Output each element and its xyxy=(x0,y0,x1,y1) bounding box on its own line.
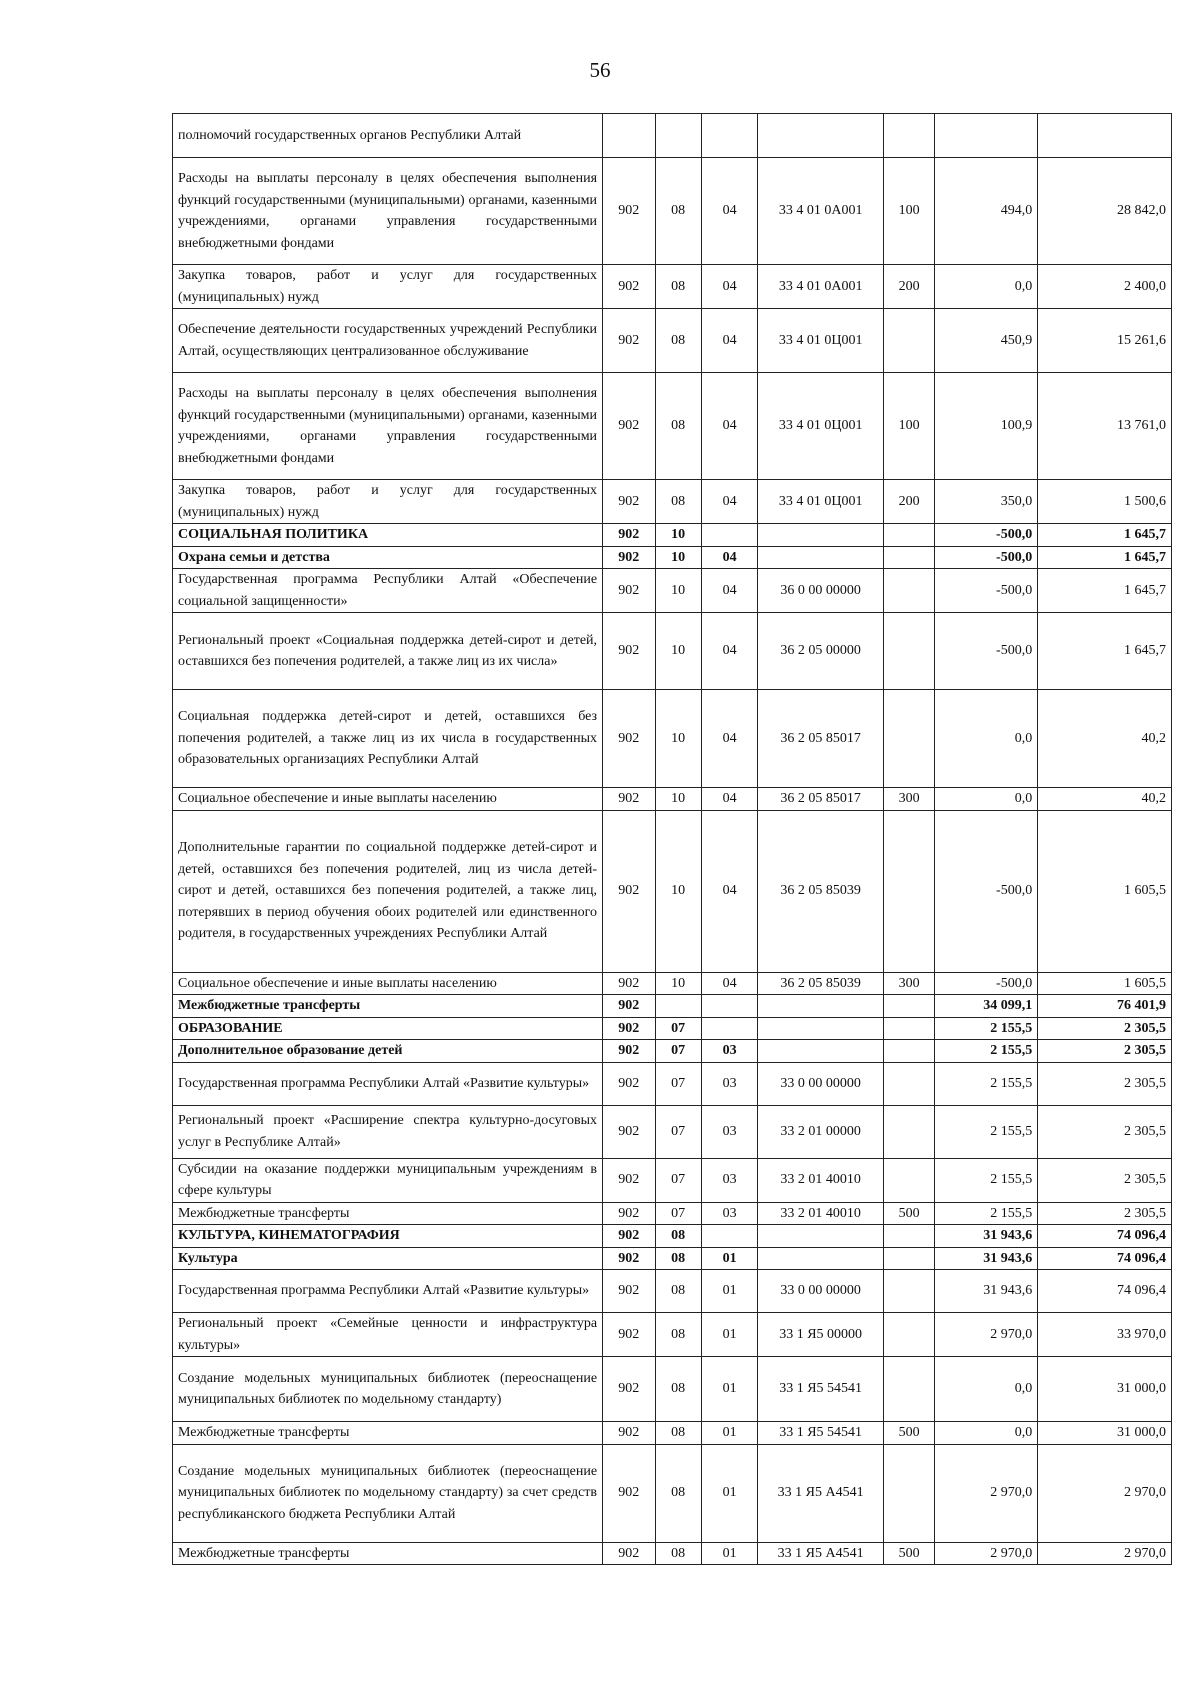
table-row xyxy=(173,613,1172,690)
row-sum1-cell: 31 943,6 xyxy=(935,1270,1038,1313)
row-csr-cell: 33 4 01 0Ц001 xyxy=(758,309,884,373)
row-pr-cell: 01 xyxy=(701,1357,758,1422)
row-rz-cell: 08 xyxy=(655,373,701,480)
table-row xyxy=(173,1313,1172,1357)
row-csr-cell: 33 4 01 0А001 xyxy=(758,158,884,265)
row-csr-cell: 33 4 01 0А001 xyxy=(758,265,884,309)
row-vr-cell: 500 xyxy=(883,1542,934,1565)
row-name-cell: СОЦИАЛЬНАЯ ПОЛИТИКА xyxy=(173,524,603,547)
row-sum1-cell: -500,0 xyxy=(935,613,1038,690)
row-pr-cell xyxy=(701,524,758,547)
row-gr-cell: 902 xyxy=(603,373,655,480)
row-vr-cell xyxy=(883,1105,934,1158)
row-sum2-cell: 28 842,0 xyxy=(1038,158,1172,265)
page-number: 56 xyxy=(589,58,611,82)
row-csr-cell xyxy=(758,524,884,547)
row-sum1-cell: 2 155,5 xyxy=(935,1040,1038,1063)
row-csr-cell: 36 2 05 85039 xyxy=(758,810,884,972)
row-gr-cell: 902 xyxy=(603,1542,655,1565)
table-row xyxy=(173,1040,1172,1063)
row-name-cell: Межбюджетные трансферты xyxy=(173,1542,603,1565)
row-sum1-cell: 494,0 xyxy=(935,158,1038,265)
row-sum1-cell: 0,0 xyxy=(935,265,1038,309)
row-gr-cell: 902 xyxy=(603,158,655,265)
row-rz-cell: 10 xyxy=(655,613,701,690)
row-name-cell: ОБРАЗОВАНИЕ xyxy=(173,1017,603,1040)
row-name-cell: Расходы на выплаты персоналу в целях обеспечения выполнения функций государственными (муниципальными) органами, казенными учреждениями, органами управления государственными внебюджетными фондами xyxy=(173,373,603,480)
row-sum2-cell: 31 000,0 xyxy=(1038,1357,1172,1422)
row-gr-cell xyxy=(603,114,655,158)
row-sum1-cell: -500,0 xyxy=(935,972,1038,995)
row-rz-cell: 10 xyxy=(655,569,701,613)
row-sum2-cell: 2 305,5 xyxy=(1038,1062,1172,1105)
row-sum1-cell: 2 155,5 xyxy=(935,1202,1038,1225)
row-csr-cell: 36 2 05 00000 xyxy=(758,613,884,690)
row-vr-cell xyxy=(883,1247,934,1270)
row-sum1-cell: 2 155,5 xyxy=(935,1158,1038,1202)
row-name-cell: Межбюджетные трансферты xyxy=(173,1422,603,1445)
table-row xyxy=(173,524,1172,547)
row-csr-cell: 33 4 01 0Ц001 xyxy=(758,480,884,524)
row-vr-cell xyxy=(883,546,934,569)
row-vr-cell xyxy=(883,1313,934,1357)
row-sum2-cell: 31 000,0 xyxy=(1038,1422,1172,1445)
row-rz-cell: 07 xyxy=(655,1158,701,1202)
row-vr-cell xyxy=(883,1270,934,1313)
row-sum2-cell: 15 261,6 xyxy=(1038,309,1172,373)
row-gr-cell: 902 xyxy=(603,690,655,788)
row-vr-cell xyxy=(883,1357,934,1422)
row-sum1-cell: 100,9 xyxy=(935,373,1038,480)
row-csr-cell: 33 2 01 40010 xyxy=(758,1158,884,1202)
row-sum2-cell: 2 305,5 xyxy=(1038,1017,1172,1040)
row-rz-cell: 10 xyxy=(655,546,701,569)
row-vr-cell xyxy=(883,114,934,158)
row-name-cell: полномочий государственных органов Республики Алтай xyxy=(173,114,603,158)
row-sum1-cell: 350,0 xyxy=(935,480,1038,524)
row-csr-cell: 36 2 05 85039 xyxy=(758,972,884,995)
row-vr-cell: 500 xyxy=(883,1202,934,1225)
row-rz-cell: 08 xyxy=(655,1313,701,1357)
row-sum2-cell: 74 096,4 xyxy=(1038,1270,1172,1313)
row-rz-cell: 10 xyxy=(655,972,701,995)
row-sum2-cell: 1 605,5 xyxy=(1038,972,1172,995)
row-pr-cell xyxy=(701,995,758,1018)
row-csr-cell: 33 1 Я5 А4541 xyxy=(758,1542,884,1565)
row-sum1-cell: 2 155,5 xyxy=(935,1105,1038,1158)
row-vr-cell xyxy=(883,1444,934,1542)
row-vr-cell: 500 xyxy=(883,1422,934,1445)
table-row xyxy=(173,546,1172,569)
row-csr-cell: 33 1 Я5 54541 xyxy=(758,1357,884,1422)
row-vr-cell: 100 xyxy=(883,373,934,480)
row-gr-cell: 902 xyxy=(603,524,655,547)
row-pr-cell: 01 xyxy=(701,1422,758,1445)
table-row xyxy=(173,788,1172,811)
row-rz-cell: 07 xyxy=(655,1105,701,1158)
table-row xyxy=(173,373,1172,480)
row-rz-cell: 08 xyxy=(655,1247,701,1270)
table-row xyxy=(173,1105,1172,1158)
row-sum2-cell: 2 400,0 xyxy=(1038,265,1172,309)
row-rz-cell: 07 xyxy=(655,1040,701,1063)
row-sum2-cell: 1 500,6 xyxy=(1038,480,1172,524)
row-name-cell: Социальное обеспечение и иные выплаты населению xyxy=(173,788,603,811)
row-name-cell: Государственная программа Республики Алтай «Обеспечение социальной защищенности» xyxy=(173,569,603,613)
row-name-cell: Закупка товаров, работ и услуг для государственных (муниципальных) нужд xyxy=(173,480,603,524)
row-gr-cell: 902 xyxy=(603,1444,655,1542)
row-csr-cell: 33 1 Я5 А4541 xyxy=(758,1444,884,1542)
row-rz-cell: 08 xyxy=(655,1357,701,1422)
table-row xyxy=(173,265,1172,309)
row-pr-cell xyxy=(701,1225,758,1248)
row-pr-cell: 03 xyxy=(701,1105,758,1158)
row-sum2-cell: 2 305,5 xyxy=(1038,1040,1172,1063)
row-gr-cell: 902 xyxy=(603,1422,655,1445)
row-name-cell: Создание модельных муниципальных библиотек (переоснащение муниципальных библиотек по модельному стандарту) за счет средств республиканского бюджета Республики Алтай xyxy=(173,1444,603,1542)
row-csr-cell xyxy=(758,995,884,1018)
table-row xyxy=(173,1062,1172,1105)
row-csr-cell xyxy=(758,114,884,158)
row-gr-cell: 902 xyxy=(603,1313,655,1357)
row-rz-cell: 07 xyxy=(655,1017,701,1040)
row-gr-cell: 902 xyxy=(603,265,655,309)
row-name-cell: Межбюджетные трансферты xyxy=(173,995,603,1018)
row-pr-cell xyxy=(701,1017,758,1040)
row-csr-cell xyxy=(758,1040,884,1063)
row-name-cell: Региональный проект «Семейные ценности и инфраструктура культуры» xyxy=(173,1313,603,1357)
row-sum2-cell: 2 305,5 xyxy=(1038,1105,1172,1158)
row-pr-cell: 01 xyxy=(701,1542,758,1565)
row-pr-cell xyxy=(701,114,758,158)
row-pr-cell: 03 xyxy=(701,1040,758,1063)
table-row xyxy=(173,1202,1172,1225)
table-row xyxy=(173,1444,1172,1542)
row-name-cell: Региональный проект «Социальная поддержка детей-сирот и детей, оставшихся без попечения родителей, а также лиц из их числа» xyxy=(173,613,603,690)
row-gr-cell: 902 xyxy=(603,1040,655,1063)
row-csr-cell xyxy=(758,1017,884,1040)
table-row xyxy=(173,690,1172,788)
row-sum2-cell: 2 305,5 xyxy=(1038,1202,1172,1225)
row-gr-cell: 902 xyxy=(603,546,655,569)
table-row xyxy=(173,569,1172,613)
row-rz-cell: 08 xyxy=(655,265,701,309)
row-csr-cell: 33 0 00 00000 xyxy=(758,1062,884,1105)
row-pr-cell: 03 xyxy=(701,1202,758,1225)
row-vr-cell xyxy=(883,690,934,788)
table-row xyxy=(173,1158,1172,1202)
table-row xyxy=(173,810,1172,972)
row-rz-cell: 08 xyxy=(655,1542,701,1565)
row-vr-cell xyxy=(883,1040,934,1063)
row-sum1-cell: 0,0 xyxy=(935,788,1038,811)
row-sum2-cell: 40,2 xyxy=(1038,788,1172,811)
row-csr-cell: 33 1 Я5 00000 xyxy=(758,1313,884,1357)
row-vr-cell xyxy=(883,995,934,1018)
row-sum2-cell: 74 096,4 xyxy=(1038,1247,1172,1270)
row-name-cell: Межбюджетные трансферты xyxy=(173,1202,603,1225)
row-sum2-cell: 33 970,0 xyxy=(1038,1313,1172,1357)
table-row xyxy=(173,480,1172,524)
row-csr-cell xyxy=(758,546,884,569)
table-row xyxy=(173,114,1172,158)
row-vr-cell xyxy=(883,810,934,972)
row-rz-cell: 10 xyxy=(655,788,701,811)
table-row xyxy=(173,158,1172,265)
table-row xyxy=(173,1270,1172,1313)
row-pr-cell: 03 xyxy=(701,1158,758,1202)
table-row xyxy=(173,1247,1172,1270)
table-row xyxy=(173,972,1172,995)
row-sum2-cell: 2 305,5 xyxy=(1038,1158,1172,1202)
row-vr-cell xyxy=(883,1017,934,1040)
row-sum1-cell: 2 970,0 xyxy=(935,1444,1038,1542)
row-sum2-cell: 1 605,5 xyxy=(1038,810,1172,972)
row-csr-cell: 36 2 05 85017 xyxy=(758,690,884,788)
row-pr-cell: 04 xyxy=(701,810,758,972)
table-row xyxy=(173,1017,1172,1040)
row-csr-cell: 33 2 01 40010 xyxy=(758,1202,884,1225)
row-vr-cell xyxy=(883,1158,934,1202)
row-sum2-cell: 2 970,0 xyxy=(1038,1542,1172,1565)
row-pr-cell: 01 xyxy=(701,1444,758,1542)
row-vr-cell: 100 xyxy=(883,158,934,265)
row-name-cell: Региональный проект «Расширение спектра культурно-досуговых услуг в Республике Алтай» xyxy=(173,1105,603,1158)
row-csr-cell: 33 2 01 00000 xyxy=(758,1105,884,1158)
table-row xyxy=(173,995,1172,1018)
table-row xyxy=(173,1422,1172,1445)
row-pr-cell: 04 xyxy=(701,690,758,788)
row-gr-cell: 902 xyxy=(603,972,655,995)
row-gr-cell: 902 xyxy=(603,788,655,811)
row-sum2-cell: 1 645,7 xyxy=(1038,524,1172,547)
row-pr-cell: 04 xyxy=(701,309,758,373)
row-csr-cell: 36 2 05 85017 xyxy=(758,788,884,811)
row-rz-cell: 08 xyxy=(655,158,701,265)
row-rz-cell xyxy=(655,114,701,158)
row-vr-cell xyxy=(883,569,934,613)
row-name-cell: Дополнительное образование детей xyxy=(173,1040,603,1063)
row-name-cell: Охрана семьи и детства xyxy=(173,546,603,569)
row-sum1-cell: 0,0 xyxy=(935,1357,1038,1422)
row-sum2-cell: 2 970,0 xyxy=(1038,1444,1172,1542)
row-name-cell: Субсидии на оказание поддержки муниципальным учреждениям в сфере культуры xyxy=(173,1158,603,1202)
row-sum1-cell: -500,0 xyxy=(935,524,1038,547)
row-pr-cell: 01 xyxy=(701,1313,758,1357)
row-name-cell: Государственная программа Республики Алтай «Развитие культуры» xyxy=(173,1270,603,1313)
row-gr-cell: 902 xyxy=(603,1105,655,1158)
row-pr-cell: 01 xyxy=(701,1247,758,1270)
row-sum2-cell xyxy=(1038,114,1172,158)
table-row xyxy=(173,1225,1172,1248)
row-rz-cell: 07 xyxy=(655,1062,701,1105)
row-gr-cell: 902 xyxy=(603,810,655,972)
row-sum1-cell xyxy=(935,114,1038,158)
row-rz-cell: 10 xyxy=(655,810,701,972)
row-name-cell: Закупка товаров, работ и услуг для государственных (муниципальных) нужд xyxy=(173,265,603,309)
row-name-cell: Государственная программа Республики Алтай «Развитие культуры» xyxy=(173,1062,603,1105)
row-vr-cell xyxy=(883,1225,934,1248)
row-sum2-cell: 76 401,9 xyxy=(1038,995,1172,1018)
row-gr-cell: 902 xyxy=(603,480,655,524)
row-rz-cell: 08 xyxy=(655,1225,701,1248)
row-gr-cell: 902 xyxy=(603,1158,655,1202)
row-sum1-cell: 0,0 xyxy=(935,690,1038,788)
row-name-cell: Социальная поддержка детей-сирот и детей, оставшихся без попечения родителей, а также лиц из их числа в государственных образовательных организациях Республики Алтай xyxy=(173,690,603,788)
row-sum2-cell: 1 645,7 xyxy=(1038,546,1172,569)
row-csr-cell: 36 0 00 00000 xyxy=(758,569,884,613)
budget-table xyxy=(172,113,1172,1565)
row-gr-cell: 902 xyxy=(603,1247,655,1270)
table-row xyxy=(173,1542,1172,1565)
row-sum2-cell: 1 645,7 xyxy=(1038,613,1172,690)
row-gr-cell: 902 xyxy=(603,1202,655,1225)
row-sum1-cell: -500,0 xyxy=(935,546,1038,569)
row-pr-cell: 04 xyxy=(701,569,758,613)
row-pr-cell: 04 xyxy=(701,480,758,524)
row-name-cell: КУЛЬТУРА, КИНЕМАТОГРАФИЯ xyxy=(173,1225,603,1248)
row-gr-cell: 902 xyxy=(603,1270,655,1313)
row-sum1-cell: 34 099,1 xyxy=(935,995,1038,1018)
row-sum1-cell: 2 970,0 xyxy=(935,1313,1038,1357)
row-sum2-cell: 40,2 xyxy=(1038,690,1172,788)
row-name-cell: Социальное обеспечение и иные выплаты населению xyxy=(173,972,603,995)
row-gr-cell: 902 xyxy=(603,569,655,613)
row-gr-cell: 902 xyxy=(603,1017,655,1040)
row-pr-cell: 04 xyxy=(701,613,758,690)
table-row xyxy=(173,309,1172,373)
row-pr-cell: 04 xyxy=(701,158,758,265)
row-pr-cell: 03 xyxy=(701,1062,758,1105)
row-sum1-cell: 2 155,5 xyxy=(935,1017,1038,1040)
row-sum1-cell: 31 943,6 xyxy=(935,1247,1038,1270)
row-csr-cell: 33 4 01 0Ц001 xyxy=(758,373,884,480)
row-gr-cell: 902 xyxy=(603,1357,655,1422)
row-rz-cell: 08 xyxy=(655,480,701,524)
row-sum2-cell: 1 645,7 xyxy=(1038,569,1172,613)
row-sum2-cell: 13 761,0 xyxy=(1038,373,1172,480)
row-vr-cell: 200 xyxy=(883,265,934,309)
row-gr-cell: 902 xyxy=(603,1225,655,1248)
row-rz-cell: 07 xyxy=(655,1202,701,1225)
row-vr-cell xyxy=(883,524,934,547)
row-sum2-cell: 74 096,4 xyxy=(1038,1225,1172,1248)
row-pr-cell: 04 xyxy=(701,373,758,480)
row-sum1-cell: 2 970,0 xyxy=(935,1542,1038,1565)
row-vr-cell xyxy=(883,613,934,690)
row-vr-cell xyxy=(883,309,934,373)
row-sum1-cell: 2 155,5 xyxy=(935,1062,1038,1105)
row-rz-cell: 10 xyxy=(655,690,701,788)
row-vr-cell: 300 xyxy=(883,972,934,995)
row-name-cell: Создание модельных муниципальных библиотек (переоснащение муниципальных библиотек по модельному стандарту) xyxy=(173,1357,603,1422)
row-sum1-cell: 450,9 xyxy=(935,309,1038,373)
row-pr-cell: 04 xyxy=(701,788,758,811)
row-sum1-cell: 31 943,6 xyxy=(935,1225,1038,1248)
row-vr-cell: 200 xyxy=(883,480,934,524)
row-name-cell: Культура xyxy=(173,1247,603,1270)
row-vr-cell xyxy=(883,1062,934,1105)
row-pr-cell: 04 xyxy=(701,546,758,569)
row-rz-cell: 08 xyxy=(655,309,701,373)
row-name-cell: Дополнительные гарантии по социальной поддержке детей-сирот и детей, оставшихся без попечения родителей, лиц из числа детей-сирот и детей, оставшихся без попечения родителей, а также лиц, потерявших в период обучения обоих родителей или единственного родителя, в государственных учреждениях Республики Алтай xyxy=(173,810,603,972)
row-name-cell: Обеспечение деятельности государственных учреждений Республики Алтай, осуществляющих централизованное обслуживание xyxy=(173,309,603,373)
row-sum1-cell: 0,0 xyxy=(935,1422,1038,1445)
row-sum1-cell: -500,0 xyxy=(935,569,1038,613)
row-rz-cell xyxy=(655,995,701,1018)
row-pr-cell: 04 xyxy=(701,972,758,995)
row-csr-cell: 33 0 00 00000 xyxy=(758,1270,884,1313)
row-csr-cell xyxy=(758,1225,884,1248)
row-pr-cell: 01 xyxy=(701,1270,758,1313)
row-gr-cell: 902 xyxy=(603,995,655,1018)
budget-table-body xyxy=(173,114,1172,1565)
row-csr-cell xyxy=(758,1247,884,1270)
row-gr-cell: 902 xyxy=(603,1062,655,1105)
row-pr-cell: 04 xyxy=(701,265,758,309)
row-rz-cell: 08 xyxy=(655,1444,701,1542)
row-csr-cell: 33 1 Я5 54541 xyxy=(758,1422,884,1445)
row-name-cell: Расходы на выплаты персоналу в целях обеспечения выполнения функций государственными (муниципальными) органами, казенными учреждениями, органами управления государственными внебюджетными фондами xyxy=(173,158,603,265)
row-gr-cell: 902 xyxy=(603,613,655,690)
row-rz-cell: 10 xyxy=(655,524,701,547)
row-rz-cell: 08 xyxy=(655,1422,701,1445)
row-sum1-cell: -500,0 xyxy=(935,810,1038,972)
row-vr-cell: 300 xyxy=(883,788,934,811)
table-row xyxy=(173,1357,1172,1422)
row-gr-cell: 902 xyxy=(603,309,655,373)
row-rz-cell: 08 xyxy=(655,1270,701,1313)
